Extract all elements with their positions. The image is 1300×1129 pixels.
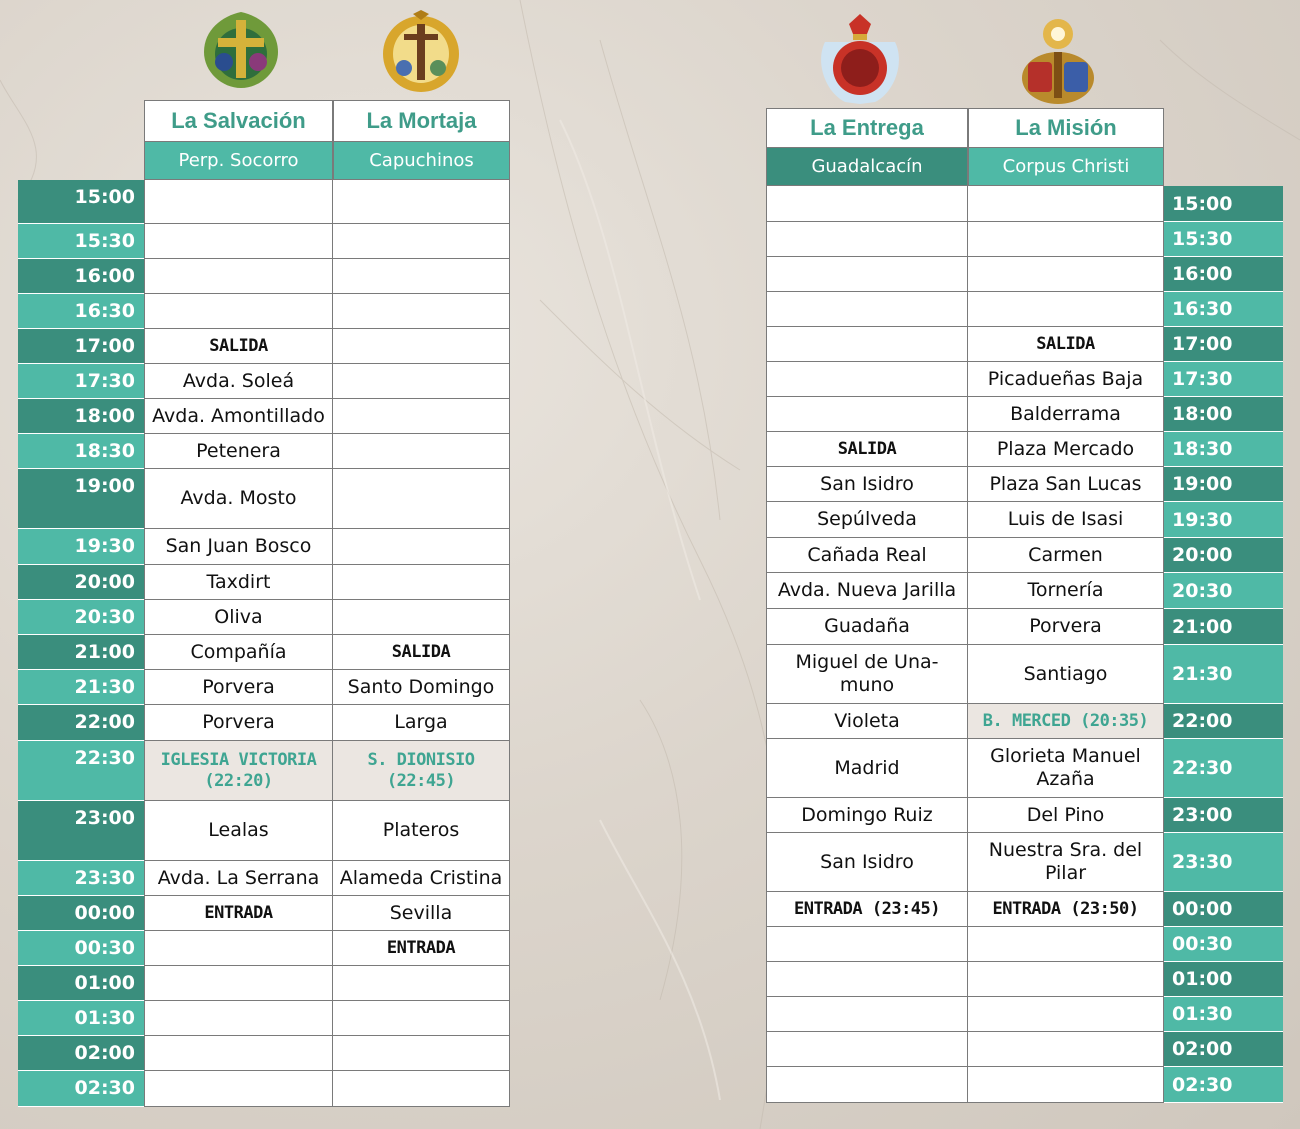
route-cell: Picadueñas Baja — [968, 362, 1164, 397]
route-cell: ENTRADA — [333, 931, 510, 966]
route-cell: Lealas — [144, 801, 333, 861]
route-cell — [333, 1001, 510, 1036]
route-cell: Santiago — [968, 645, 1164, 704]
time-slot: 20:30 — [1164, 573, 1283, 609]
route-cell: San Isidro — [766, 833, 968, 892]
time-slot: 18:30 — [18, 434, 144, 469]
time-slot: 23:30 — [18, 861, 144, 896]
route-cell — [144, 966, 333, 1001]
route-cell — [144, 294, 333, 329]
route-cell — [333, 529, 510, 565]
entrega-ihs-crest-icon — [815, 12, 905, 106]
time-slot: 16:30 — [18, 294, 144, 329]
route-cell — [144, 1001, 333, 1036]
hermandad-name: La Entrega — [766, 108, 968, 148]
route-cell: Avda. La Serrana — [144, 861, 333, 896]
route-cell — [766, 327, 968, 362]
route-cell: ENTRADA (23:50) — [968, 892, 1164, 927]
route-cell: SALIDA — [766, 432, 968, 467]
route-cell — [333, 565, 510, 600]
route-cell — [766, 1067, 968, 1103]
route-cell — [766, 962, 968, 997]
route-cell — [144, 259, 333, 294]
route-cell — [766, 927, 968, 962]
hermandad-name: La Misión — [968, 108, 1164, 148]
route-cell — [968, 257, 1164, 292]
route-cell: Plaza San Lucas — [968, 467, 1164, 502]
route-cell: San Isidro — [766, 467, 968, 502]
time-slot: 19:30 — [18, 529, 144, 565]
time-slot: 18:00 — [1164, 397, 1283, 432]
route-cell: Tornería — [968, 573, 1164, 609]
route-cell: Sepúlveda — [766, 502, 968, 538]
time-slot: 18:30 — [1164, 432, 1283, 467]
route-cell: Avda. Soleá — [144, 364, 333, 399]
salvacion-crest-icon — [200, 10, 282, 90]
route-cell — [766, 362, 968, 397]
time-slot: 01:30 — [1164, 997, 1283, 1032]
time-slot: 02:00 — [18, 1036, 144, 1071]
route-cell: Guadaña — [766, 609, 968, 645]
route-cell — [144, 1071, 333, 1107]
route-cell — [766, 997, 968, 1032]
time-slot: 19:30 — [1164, 502, 1283, 538]
route-cell — [333, 329, 510, 364]
time-slot: 19:00 — [1164, 467, 1283, 502]
time-slot: 23:00 — [18, 801, 144, 861]
hermandad-name: La Salvación — [144, 100, 333, 142]
route-cell — [766, 292, 968, 327]
time-slot: 22:00 — [1164, 704, 1283, 739]
route-cell — [968, 292, 1164, 327]
route-cell: Avda. Nueva Jarilla — [766, 573, 968, 609]
mision-monstrance-crest-icon — [1018, 14, 1098, 106]
time-slot: 22:30 — [1164, 739, 1283, 798]
route-cell — [144, 180, 333, 224]
time-slot: 21:30 — [1164, 645, 1283, 704]
route-cell — [144, 931, 333, 966]
time-slot: 20:30 — [18, 600, 144, 635]
time-slot: 17:30 — [1164, 362, 1283, 397]
time-slot: 20:00 — [18, 565, 144, 600]
route-cell — [333, 1071, 510, 1107]
time-slot: 00:00 — [18, 896, 144, 931]
route-cell — [766, 186, 968, 222]
hermandad-name: La Mortaja — [333, 100, 510, 142]
route-cell: Glorieta Manuel Azaña — [968, 739, 1164, 798]
left-schedule-table — [18, 100, 510, 1108]
time-slot: 21:00 — [18, 635, 144, 670]
route-cell: Santo Domingo — [333, 670, 510, 705]
route-cell: SALIDA — [144, 329, 333, 364]
route-cell: Miguel de Una-muno — [766, 645, 968, 704]
parish-name: Guadalcacín — [766, 148, 968, 186]
time-slot: 01:00 — [18, 966, 144, 1001]
mortaja-crest-icon — [380, 10, 462, 94]
route-cell — [968, 186, 1164, 222]
route-cell — [333, 180, 510, 224]
route-cell: Domingo Ruiz — [766, 798, 968, 833]
right-schedule-table — [766, 108, 1283, 1108]
time-slot: 00:00 — [1164, 892, 1283, 927]
route-cell: Balderrama — [968, 397, 1164, 432]
time-slot: 02:30 — [18, 1071, 144, 1107]
route-cell — [333, 259, 510, 294]
route-cell: Cañada Real — [766, 538, 968, 573]
time-slot: 16:00 — [1164, 257, 1283, 292]
route-cell — [333, 364, 510, 399]
route-cell: ENTRADA (23:45) — [766, 892, 968, 927]
route-cell: Avda. Mosto — [144, 469, 333, 529]
route-cell: Larga — [333, 705, 510, 741]
route-cell — [144, 1036, 333, 1071]
route-cell: Madrid — [766, 739, 968, 798]
time-slot: 16:30 — [1164, 292, 1283, 327]
route-cell: Plaza Mercado — [968, 432, 1164, 467]
route-cell: Petenera — [144, 434, 333, 469]
time-slot: 17:00 — [1164, 327, 1283, 362]
route-cell: S. DIONISIO (22:45) — [333, 741, 510, 801]
route-cell — [766, 1032, 968, 1067]
route-cell — [333, 1036, 510, 1071]
time-slot: 01:30 — [18, 1001, 144, 1036]
route-cell: Carmen — [968, 538, 1164, 573]
route-cell — [333, 399, 510, 434]
time-slot: 01:00 — [1164, 962, 1283, 997]
route-cell — [333, 294, 510, 329]
time-slot: 20:00 — [1164, 538, 1283, 573]
time-slot: 00:30 — [1164, 927, 1283, 962]
route-cell: Porvera — [968, 609, 1164, 645]
route-cell: SALIDA — [333, 635, 510, 670]
route-cell: Del Pino — [968, 798, 1164, 833]
route-cell — [968, 997, 1164, 1032]
parish-name: Capuchinos — [333, 142, 510, 180]
route-cell — [766, 397, 968, 432]
route-cell: Oliva — [144, 600, 333, 635]
time-slot: 15:30 — [18, 224, 144, 259]
time-slot: 23:00 — [1164, 798, 1283, 833]
route-cell: Compañía — [144, 635, 333, 670]
route-cell — [766, 222, 968, 257]
time-slot: 15:00 — [18, 180, 144, 224]
route-cell: Nuestra Sra. del Pilar — [968, 833, 1164, 892]
route-cell — [333, 224, 510, 259]
route-cell: B. MERCED (20:35) — [968, 704, 1164, 739]
time-slot: 18:00 — [18, 399, 144, 434]
parish-name: Corpus Christi — [968, 148, 1164, 186]
route-cell: Plateros — [333, 801, 510, 861]
route-cell: San Juan Bosco — [144, 529, 333, 565]
parish-name: Perp. Socorro — [144, 142, 333, 180]
time-slot: 16:00 — [18, 259, 144, 294]
route-cell: Avda. Amontillado — [144, 399, 333, 434]
route-cell: Taxdirt — [144, 565, 333, 600]
route-cell — [968, 1067, 1164, 1103]
time-slot: 00:30 — [18, 931, 144, 966]
route-cell — [968, 927, 1164, 962]
route-cell — [968, 222, 1164, 257]
route-cell: Violeta — [766, 704, 968, 739]
route-cell: ENTRADA — [144, 896, 333, 931]
route-cell — [333, 966, 510, 1001]
route-cell — [968, 1032, 1164, 1067]
time-slot: 23:30 — [1164, 833, 1283, 892]
time-slot: 21:00 — [1164, 609, 1283, 645]
time-slot: 22:00 — [18, 705, 144, 741]
route-cell: Luis de Isasi — [968, 502, 1164, 538]
route-cell — [333, 600, 510, 635]
route-cell — [144, 224, 333, 259]
time-slot: 15:30 — [1164, 222, 1283, 257]
time-slot: 19:00 — [18, 469, 144, 529]
route-cell: SALIDA — [968, 327, 1164, 362]
route-cell: Porvera — [144, 670, 333, 705]
time-slot: 22:30 — [18, 741, 144, 801]
time-slot: 02:00 — [1164, 1032, 1283, 1067]
route-cell: Sevilla — [333, 896, 510, 931]
route-cell: IGLESIA VICTORIA (22:20) — [144, 741, 333, 801]
route-cell: Alameda Cristina — [333, 861, 510, 896]
route-cell — [968, 962, 1164, 997]
time-slot: 17:30 — [18, 364, 144, 399]
route-cell — [766, 257, 968, 292]
route-cell: Porvera — [144, 705, 333, 741]
time-slot: 02:30 — [1164, 1067, 1283, 1103]
time-slot: 21:30 — [18, 670, 144, 705]
route-cell — [333, 469, 510, 529]
time-slot: 17:00 — [18, 329, 144, 364]
route-cell — [333, 434, 510, 469]
time-slot: 15:00 — [1164, 186, 1283, 222]
